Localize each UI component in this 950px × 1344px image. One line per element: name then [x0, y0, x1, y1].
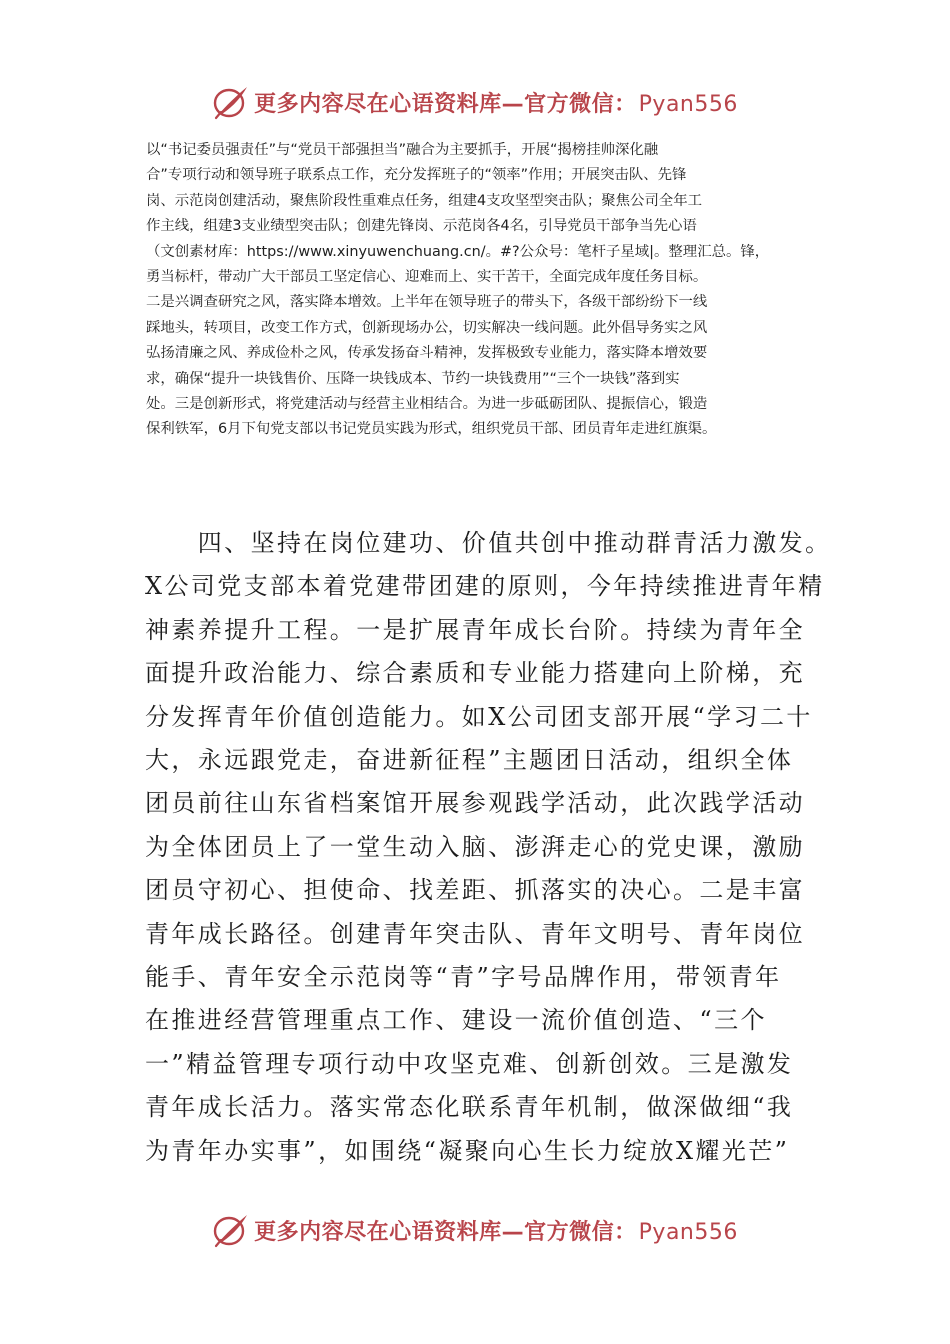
text-line: 团员前往山东省档案馆开展参观践学活动，此次践学活动	[145, 789, 805, 818]
small-paragraph	[146, 138, 826, 443]
text-line: 青年成长路径。创建青年突击队、青年文明号、青年岗位	[145, 919, 805, 948]
text-line: 面提升政治能力、综合素质和专业能力搭建向上阶梯，充	[145, 659, 805, 688]
text-line: 为青年办实事”，如围绕“凝聚向心生长力绽放X耀光芒”	[145, 1136, 790, 1165]
text-line: 大，永远跟党走，奋进新征程”主题团日活动，组织全体	[145, 746, 794, 775]
text-line: 求，确保“提升一块钱售价、压降一块钱成本、节约一块钱费用”“三个一块钱”落到实	[146, 370, 680, 387]
text-line: 作主线，组建3支业绩型突击队；创建先锋岗、示范岗各4名，引导党员干部争当先心语	[146, 218, 697, 235]
quill-logo-icon	[212, 84, 250, 120]
banner-text: 更多内容尽在心语资料库—官方微信：Pyan556	[254, 91, 738, 117]
text-line: 青年成长活力。落实常态化联系青年机制，做深做细“我	[145, 1093, 794, 1122]
text-line: 勇当标杆，带动广大干部员工坚定信心、迎难而上、实干苦干，全面完成年度任务目标。	[146, 269, 708, 286]
text-line: 以“书记委员强责任”与“党员干部强担当”融合为主要抓手，开展“揭榜挂帅深化融	[146, 142, 659, 158]
text-line: 踩地头，转项目，改变工作方式，创新现场办公，切实解决一线问题。此外倡导务实之风	[146, 319, 708, 336]
text-line: （文创素材库：https://www.xinyuwenchuang.cn/。#?公众号：笔杆子星域|。整理汇总。锋，	[146, 243, 770, 260]
text-line: 神素养提升工程。一是扩展青年成长台阶。持续为青年全	[145, 615, 805, 644]
text-line: 在推进经营管理重点工作、建设一流价值创造、“三个	[145, 1006, 767, 1035]
text-line: 能手、青年安全示范岗等“青”字号品牌作用，带领青年	[145, 963, 782, 992]
text-line: 二是兴调查研究之风，落实降本增效。上半年在领导班子的带头下，各级干部纷纷下一线	[146, 294, 708, 311]
text-line: 一”精益管理专项行动中攻坚克难、创新创效。三是激发	[145, 1049, 794, 1078]
text-line: 岗、示范岗创建活动，聚焦阶段性重难点任务，组建4支攻坚型突击队；聚焦公司全年工	[146, 192, 703, 209]
footer-banner	[0, 1210, 950, 1250]
banner-handle: Pyan556	[638, 91, 738, 117]
banner-handle: Pyan556	[638, 1219, 738, 1245]
text-line: 团员守初心、担使命、找差距、抓落实的决心。二是丰富	[145, 876, 805, 905]
text-line: X公司党支部本着党建带团建的原则，今年持续推进青年精	[145, 572, 825, 601]
text-line: 为全体团员上了一堂生动入脑、澎湃走心的党史课，激励	[145, 832, 805, 861]
text-line: 四、坚持在岗位建功、价值共创中推动群青活力激发。	[145, 529, 832, 557]
text-line: 弘扬清廉之风、养成俭朴之风，传承发扬奋斗精神，发挥极致专业能力，落实降本增效要	[146, 345, 708, 362]
banner-text: 更多内容尽在心语资料库—官方微信：Pyan556	[254, 1219, 738, 1245]
text-line: 处。三是创新形式，将党建活动与经营主业相结合。为进一步砥砺团队、提振信心，锻造	[146, 396, 708, 413]
main-paragraph	[145, 522, 832, 1173]
quill-logo-icon	[212, 1212, 250, 1248]
header-banner	[0, 82, 950, 122]
text-line: 保利铁军，6月下旬党支部以书记党员实践为形式，组织党员干部、团员青年走进红旗渠。	[146, 421, 717, 438]
text-line: 分发挥青年价值创造能力。如X公司团支部开展“学习二十	[145, 702, 813, 731]
text-line: 合”专项行动和领导班子联系点工作，充分发挥班子的“领率”作用；开展突击队、先锋	[146, 167, 687, 184]
